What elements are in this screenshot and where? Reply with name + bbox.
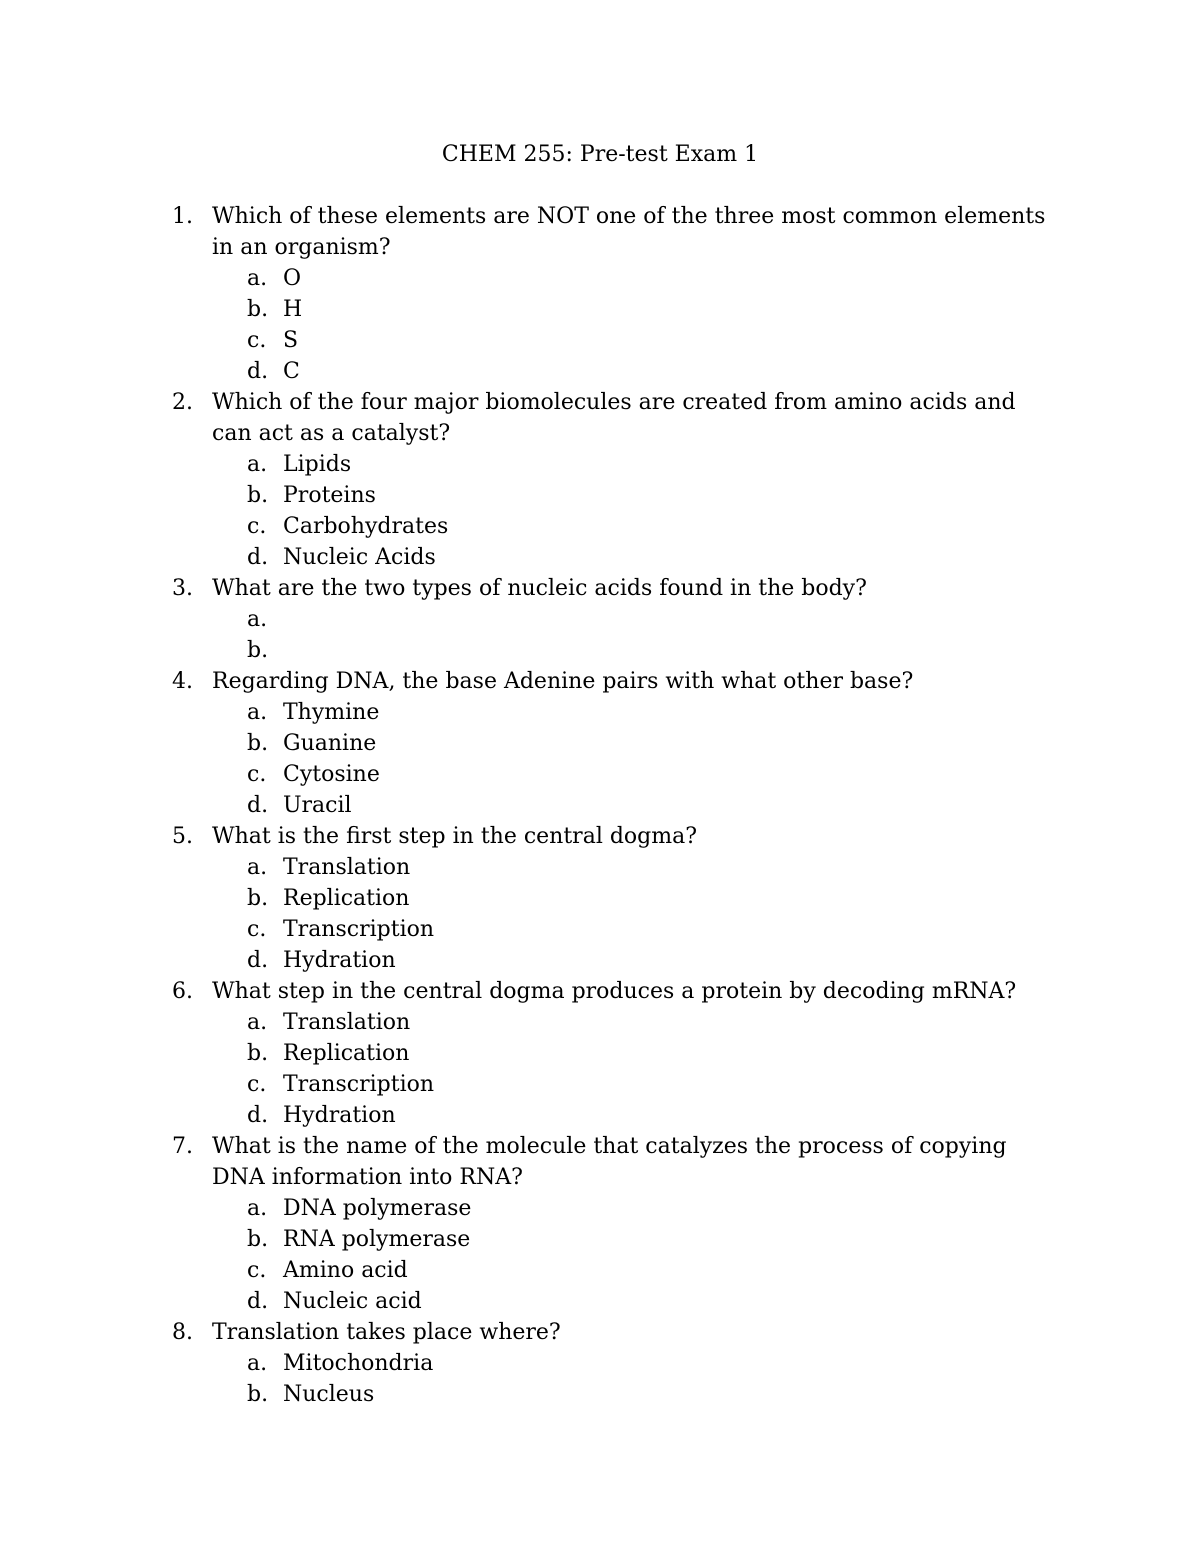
question-number: 2.: [172, 390, 193, 415]
option-text: Replication: [283, 1041, 410, 1066]
option-letter: d.: [247, 359, 269, 384]
option-text: Cytosine: [283, 762, 380, 787]
option-letter: a.: [247, 1010, 268, 1035]
option-letter: d.: [247, 545, 269, 570]
option: [247, 1069, 1052, 1100]
option-text: C: [283, 359, 300, 384]
option-letter: d.: [247, 1289, 269, 1314]
question-text: Which of the four major biomolecules are created from amino acids and can act as a catalyst?: [212, 390, 1016, 446]
option-list: [247, 1348, 1052, 1410]
question-2: [172, 387, 1052, 573]
option: [247, 604, 1052, 635]
option-text: Hydration: [283, 1103, 396, 1128]
option: [247, 449, 1052, 480]
option-text: Mitochondria: [283, 1351, 434, 1376]
option-letter: a.: [247, 452, 268, 477]
option: [247, 883, 1052, 914]
option-letter: a.: [247, 607, 268, 632]
option-letter: a.: [247, 266, 268, 291]
option: [247, 1100, 1052, 1131]
question-3: [172, 573, 1052, 666]
option: [247, 1255, 1052, 1286]
option: [247, 697, 1052, 728]
option-text: Hydration: [283, 948, 396, 973]
question-5: [172, 821, 1052, 976]
question-number: 3.: [172, 576, 193, 601]
option-letter: d.: [247, 948, 269, 973]
option-text: Amino acid: [283, 1258, 408, 1283]
option: [247, 852, 1052, 883]
option-letter: b.: [247, 731, 269, 756]
option: [247, 1193, 1052, 1224]
option: [247, 542, 1052, 573]
option-letter: a.: [247, 855, 268, 880]
option-text: Translation: [283, 1010, 411, 1035]
question-text: What step in the central dogma produces a protein by decoding mRNA?: [212, 979, 1017, 1004]
option-letter: a.: [247, 1196, 268, 1221]
option: [247, 480, 1052, 511]
option: [247, 1348, 1052, 1379]
option: [247, 790, 1052, 821]
option-text: Thymine: [283, 700, 380, 725]
option: [247, 1286, 1052, 1317]
option: [247, 511, 1052, 542]
question-text: Which of these elements are NOT one of the three most common elements in an organism?: [212, 204, 1046, 260]
option-list: [247, 697, 1052, 821]
option: [247, 635, 1052, 666]
option: [247, 356, 1052, 387]
option-list: [247, 263, 1052, 387]
option-text: Translation: [283, 855, 411, 880]
question-text: Translation takes place where?: [212, 1320, 561, 1345]
option: [247, 263, 1052, 294]
option-letter: a.: [247, 700, 268, 725]
question-number: 4.: [172, 669, 193, 694]
question-4: [172, 666, 1052, 821]
option-text: Carbohydrates: [283, 514, 449, 539]
option-letter: c.: [247, 328, 267, 353]
option-text: RNA polymerase: [283, 1227, 471, 1252]
option: [247, 325, 1052, 356]
option: [247, 759, 1052, 790]
option-letter: a.: [247, 1351, 268, 1376]
option-letter: c.: [247, 917, 267, 942]
question-text: What are the two types of nucleic acids found in the body?: [212, 576, 867, 601]
question-number: 1.: [172, 204, 193, 229]
option-letter: b.: [247, 297, 269, 322]
option: [247, 914, 1052, 945]
question-number: 6.: [172, 979, 193, 1004]
option-letter: c.: [247, 1072, 267, 1097]
option-text: Transcription: [283, 1072, 435, 1097]
option-text: S: [283, 328, 299, 353]
option: [247, 1007, 1052, 1038]
option-list: [247, 1007, 1052, 1131]
option-text: Proteins: [283, 483, 376, 508]
option-letter: d.: [247, 793, 269, 818]
option-letter: b.: [247, 1227, 269, 1252]
option-text: Uracil: [283, 793, 352, 818]
option-list: [247, 604, 1052, 666]
option-list: [247, 852, 1052, 976]
option-letter: c.: [247, 762, 267, 787]
option-text: Nucleic Acids: [283, 545, 436, 570]
option: [247, 294, 1052, 325]
option-letter: d.: [247, 1103, 269, 1128]
option-letter: b.: [247, 886, 269, 911]
option: [247, 1379, 1052, 1410]
option-list: [247, 449, 1052, 573]
question-number: 8.: [172, 1320, 193, 1345]
question-number: 5.: [172, 824, 193, 849]
option-text: Nucleus: [283, 1382, 375, 1407]
option-letter: b.: [247, 483, 269, 508]
option-letter: c.: [247, 514, 267, 539]
option-letter: b.: [247, 638, 269, 663]
question-7: [172, 1131, 1052, 1317]
option-text: Transcription: [283, 917, 435, 942]
option-text: DNA polymerase: [283, 1196, 472, 1221]
option: [247, 1038, 1052, 1069]
question-number: 7.: [172, 1134, 193, 1159]
option-text: H: [283, 297, 303, 322]
option-letter: b.: [247, 1382, 269, 1407]
page-title: CHEM 255: Pre-test Exam 1: [441, 142, 759, 167]
option-text: O: [283, 266, 302, 291]
option-letter: b.: [247, 1041, 269, 1066]
option-list: [247, 1193, 1052, 1317]
option-letter: c.: [247, 1258, 267, 1283]
question-8: [172, 1317, 1052, 1410]
question-1: [172, 201, 1052, 387]
option-text: Lipids: [283, 452, 352, 477]
question-6: [172, 976, 1052, 1131]
option-text: Replication: [283, 886, 410, 911]
question-text: What is the first step in the central dogma?: [212, 824, 698, 849]
question-text: What is the name of the molecule that catalyzes the process of copying DNA information into RNA?: [212, 1134, 1007, 1190]
question-text: Regarding DNA, the base Adenine pairs with what other base?: [212, 669, 914, 694]
question-list: [172, 201, 1052, 1410]
option: [247, 728, 1052, 759]
option: [247, 1224, 1052, 1255]
option: [247, 945, 1052, 976]
option-text: Guanine: [283, 731, 377, 756]
option-text: Nucleic acid: [283, 1289, 422, 1314]
